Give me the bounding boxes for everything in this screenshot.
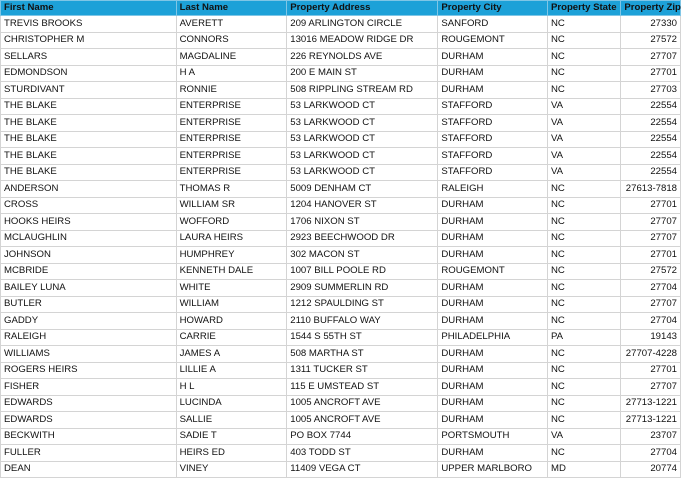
cell-first-name[interactable]: WILLIAMS <box>1 346 177 363</box>
cell-property-city[interactable]: DURHAM <box>438 313 548 330</box>
cell-first-name[interactable]: THE BLAKE <box>1 115 177 132</box>
table-row <box>1 65 681 82</box>
cell-last-name[interactable]: LAURA HEIRS <box>176 230 287 247</box>
cell-property-city[interactable]: DURHAM <box>438 49 548 66</box>
cell-property-state[interactable]: NC <box>547 214 620 231</box>
table-row <box>1 379 681 396</box>
cell-property-city[interactable]: STAFFORD <box>438 148 548 165</box>
table-row <box>1 82 681 99</box>
cell-last-name[interactable]: H L <box>176 379 287 396</box>
cell-property-city[interactable]: DURHAM <box>438 395 548 412</box>
cell-property-zip[interactable]: 27704 <box>621 313 681 330</box>
cell-property-address[interactable]: 508 RIPPLING STREAM RD <box>287 82 438 99</box>
cell-last-name[interactable]: KENNETH DALE <box>176 263 287 280</box>
cell-property-zip[interactable]: 23707 <box>621 428 681 445</box>
header-property-zip[interactable]: Property Zip <box>621 1 681 16</box>
cell-property-state[interactable]: VA <box>547 131 620 148</box>
cell-property-state[interactable]: PA <box>547 329 620 346</box>
cell-last-name[interactable]: SALLIE <box>176 412 287 429</box>
cell-property-state[interactable]: VA <box>547 164 620 181</box>
cell-last-name[interactable]: JAMES A <box>176 346 287 363</box>
table-row <box>1 115 681 132</box>
cell-property-address[interactable]: 53 LARKWOOD CT <box>287 115 438 132</box>
cell-property-city[interactable]: DURHAM <box>438 280 548 297</box>
cell-property-city[interactable]: STAFFORD <box>438 164 548 181</box>
cell-property-state[interactable]: NC <box>547 49 620 66</box>
table-row <box>1 461 681 478</box>
cell-last-name[interactable]: HEIRS ED <box>176 445 287 462</box>
table-row <box>1 181 681 198</box>
cell-first-name[interactable]: MCBRIDE <box>1 263 177 280</box>
cell-property-zip[interactable]: 27613-7818 <box>621 181 681 198</box>
cell-property-zip[interactable]: 27707 <box>621 230 681 247</box>
cell-last-name[interactable]: WILLIAM <box>176 296 287 313</box>
cell-first-name[interactable]: FISHER <box>1 379 177 396</box>
cell-property-state[interactable]: NC <box>547 296 620 313</box>
cell-last-name[interactable]: WOFFORD <box>176 214 287 231</box>
cell-property-address[interactable]: 226 REYNOLDS AVE <box>287 49 438 66</box>
cell-first-name[interactable]: BECKWITH <box>1 428 177 445</box>
table-row <box>1 362 681 379</box>
table-row <box>1 197 681 214</box>
cell-property-zip[interactable]: 27572 <box>621 263 681 280</box>
cell-property-city[interactable]: DURHAM <box>438 230 548 247</box>
table-row <box>1 445 681 462</box>
cell-property-address[interactable]: 1311 TUCKER ST <box>287 362 438 379</box>
table-row <box>1 16 681 33</box>
header-property-city[interactable]: Property City <box>438 1 548 16</box>
table-row <box>1 313 681 330</box>
cell-property-city[interactable]: STAFFORD <box>438 131 548 148</box>
cell-last-name[interactable]: ENTERPRISE <box>176 148 287 165</box>
cell-property-zip[interactable]: 22554 <box>621 131 681 148</box>
cell-property-state[interactable]: NC <box>547 230 620 247</box>
cell-first-name[interactable]: BUTLER <box>1 296 177 313</box>
cell-property-zip[interactable]: 27572 <box>621 32 681 49</box>
cell-property-zip[interactable]: 19143 <box>621 329 681 346</box>
cell-property-address[interactable]: 508 MARTHA ST <box>287 346 438 363</box>
cell-last-name[interactable]: CARRIE <box>176 329 287 346</box>
cell-property-city[interactable]: DURHAM <box>438 197 548 214</box>
header-property-state[interactable]: Property State <box>547 1 620 16</box>
cell-property-city[interactable]: DURHAM <box>438 82 548 99</box>
table-row <box>1 98 681 115</box>
cell-property-address[interactable]: 53 LARKWOOD CT <box>287 164 438 181</box>
cell-property-city[interactable]: STAFFORD <box>438 98 548 115</box>
cell-property-zip[interactable]: 27707 <box>621 49 681 66</box>
header-property-address[interactable]: Property Address <box>287 1 438 16</box>
cell-property-address[interactable]: PO BOX 7744 <box>287 428 438 445</box>
cell-property-address[interactable]: 2923 BEECHWOOD DR <box>287 230 438 247</box>
cell-property-state[interactable]: NC <box>547 247 620 264</box>
cell-last-name[interactable]: THOMAS R <box>176 181 287 198</box>
cell-property-state[interactable]: VA <box>547 428 620 445</box>
cell-property-city[interactable]: DURHAM <box>438 379 548 396</box>
cell-property-zip[interactable]: 22554 <box>621 164 681 181</box>
table-row <box>1 230 681 247</box>
cell-last-name[interactable]: H A <box>176 65 287 82</box>
table-row <box>1 49 681 66</box>
cell-last-name[interactable]: WILLIAM SR <box>176 197 287 214</box>
cell-last-name[interactable]: ENTERPRISE <box>176 115 287 132</box>
cell-property-city[interactable]: DURHAM <box>438 296 548 313</box>
table-row <box>1 263 681 280</box>
cell-first-name[interactable]: THE BLAKE <box>1 164 177 181</box>
table-row <box>1 164 681 181</box>
cell-last-name[interactable]: AVERETT <box>176 16 287 33</box>
cell-property-city[interactable]: ROUGEMONT <box>438 263 548 280</box>
cell-property-address[interactable]: 1005 ANCROFT AVE <box>287 395 438 412</box>
cell-property-state[interactable]: VA <box>547 115 620 132</box>
cell-property-state[interactable]: NC <box>547 82 620 99</box>
cell-property-city[interactable]: DURHAM <box>438 247 548 264</box>
cell-property-address[interactable]: 2909 SUMMERLIN RD <box>287 280 438 297</box>
cell-property-address[interactable]: 1005 ANCROFT AVE <box>287 412 438 429</box>
cell-property-city[interactable]: PORTSMOUTH <box>438 428 548 445</box>
cell-property-address[interactable]: 1706 NIXON ST <box>287 214 438 231</box>
cell-last-name[interactable]: SADIE T <box>176 428 287 445</box>
cell-property-address[interactable]: 53 LARKWOOD CT <box>287 98 438 115</box>
cell-property-city[interactable]: RALEIGH <box>438 181 548 198</box>
cell-first-name[interactable]: DEAN <box>1 461 177 478</box>
cell-property-zip[interactable]: 27701 <box>621 65 681 82</box>
header-row <box>1 1 681 16</box>
table-row <box>1 329 681 346</box>
cell-property-state[interactable]: NC <box>547 313 620 330</box>
cell-property-state[interactable]: NC <box>547 445 620 462</box>
cell-last-name[interactable]: HUMPHREY <box>176 247 287 264</box>
cell-first-name[interactable]: ANDERSON <box>1 181 177 198</box>
cell-property-city[interactable]: PHILADELPHIA <box>438 329 548 346</box>
cell-property-state[interactable]: VA <box>547 98 620 115</box>
cell-property-city[interactable]: ROUGEMONT <box>438 32 548 49</box>
cell-property-state[interactable]: MD <box>547 461 620 478</box>
cell-property-zip[interactable]: 27330 <box>621 16 681 33</box>
cell-property-zip[interactable]: 27703 <box>621 82 681 99</box>
cell-last-name[interactable]: ENTERPRISE <box>176 164 287 181</box>
cell-last-name[interactable]: MAGDALINE <box>176 49 287 66</box>
cell-first-name[interactable]: MCLAUGHLIN <box>1 230 177 247</box>
header-last-name[interactable]: Last Name <box>176 1 287 16</box>
cell-property-zip[interactable]: 27704 <box>621 280 681 297</box>
cell-property-zip[interactable]: 27701 <box>621 247 681 264</box>
cell-property-zip[interactable]: 27713-1221 <box>621 395 681 412</box>
cell-property-city[interactable]: SANFORD <box>438 16 548 33</box>
cell-first-name[interactable]: ROGERS HEIRS <box>1 362 177 379</box>
table-row <box>1 214 681 231</box>
cell-property-city[interactable]: DURHAM <box>438 214 548 231</box>
cell-property-address[interactable]: 209 ARLINGTON CIRCLE <box>287 16 438 33</box>
cell-property-state[interactable]: NC <box>547 412 620 429</box>
cell-property-state[interactable]: NC <box>547 263 620 280</box>
cell-property-state[interactable]: NC <box>547 16 620 33</box>
cell-property-zip[interactable]: 22554 <box>621 115 681 132</box>
cell-first-name[interactable]: STURDIVANT <box>1 82 177 99</box>
cell-last-name[interactable]: HOWARD <box>176 313 287 330</box>
table-row <box>1 395 681 412</box>
table-body <box>1 16 681 478</box>
cell-last-name[interactable]: ENTERPRISE <box>176 98 287 115</box>
cell-property-zip[interactable]: 22554 <box>621 98 681 115</box>
cell-property-zip[interactable]: 27707 <box>621 214 681 231</box>
cell-first-name[interactable]: JOHNSON <box>1 247 177 264</box>
cell-first-name[interactable]: THE BLAKE <box>1 98 177 115</box>
cell-property-address[interactable]: 1204 HANOVER ST <box>287 197 438 214</box>
cell-property-city[interactable]: DURHAM <box>438 362 548 379</box>
cell-property-address[interactable]: 200 E MAIN ST <box>287 65 438 82</box>
cell-property-address[interactable]: 53 LARKWOOD CT <box>287 148 438 165</box>
cell-property-address[interactable]: 5009 DENHAM CT <box>287 181 438 198</box>
cell-property-zip[interactable]: 22554 <box>621 148 681 165</box>
cell-last-name[interactable]: VINEY <box>176 461 287 478</box>
cell-property-zip[interactable]: 20774 <box>621 461 681 478</box>
cell-last-name[interactable]: LUCINDA <box>176 395 287 412</box>
cell-property-city[interactable]: DURHAM <box>438 346 548 363</box>
cell-first-name[interactable]: RALEIGH <box>1 329 177 346</box>
cell-property-state[interactable]: NC <box>547 65 620 82</box>
cell-property-zip[interactable]: 27704 <box>621 445 681 462</box>
cell-property-zip[interactable]: 27701 <box>621 197 681 214</box>
cell-property-city[interactable]: UPPER MARLBORO <box>438 461 548 478</box>
cell-first-name[interactable]: EDWARDS <box>1 412 177 429</box>
cell-last-name[interactable]: ENTERPRISE <box>176 131 287 148</box>
cell-last-name[interactable]: LILLIE A <box>176 362 287 379</box>
cell-property-state[interactable]: NC <box>547 362 620 379</box>
cell-first-name[interactable]: BAILEY LUNA <box>1 280 177 297</box>
cell-property-address[interactable]: 11409 VEGA CT <box>287 461 438 478</box>
cell-first-name[interactable]: THE BLAKE <box>1 148 177 165</box>
cell-first-name[interactable]: HOOKS HEIRS <box>1 214 177 231</box>
cell-property-city[interactable]: DURHAM <box>438 445 548 462</box>
cell-first-name[interactable]: SELLARS <box>1 49 177 66</box>
cell-first-name[interactable]: THE BLAKE <box>1 131 177 148</box>
cell-property-city[interactable]: DURHAM <box>438 65 548 82</box>
cell-property-address[interactable]: 403 TODD ST <box>287 445 438 462</box>
table-row <box>1 148 681 165</box>
header-first-name[interactable]: First Name <box>1 1 177 16</box>
table-row <box>1 346 681 363</box>
cell-property-address[interactable]: 1544 S 55TH ST <box>287 329 438 346</box>
cell-last-name[interactable]: CONNORS <box>176 32 287 49</box>
table-row <box>1 428 681 445</box>
cell-first-name[interactable]: FULLER <box>1 445 177 462</box>
cell-property-zip[interactable]: 27701 <box>621 362 681 379</box>
table-row <box>1 32 681 49</box>
cell-property-state[interactable]: NC <box>547 280 620 297</box>
cell-property-address[interactable]: 2110 BUFFALO WAY <box>287 313 438 330</box>
cell-property-address[interactable]: 115 E UMSTEAD ST <box>287 379 438 396</box>
table-row <box>1 296 681 313</box>
cell-last-name[interactable]: RONNIE <box>176 82 287 99</box>
cell-property-zip[interactable]: 27707 <box>621 379 681 396</box>
cell-property-address[interactable]: 1007 BILL POOLE RD <box>287 263 438 280</box>
cell-first-name[interactable]: CHRISTOPHER M <box>1 32 177 49</box>
table-row <box>1 280 681 297</box>
cell-property-city[interactable]: DURHAM <box>438 412 548 429</box>
cell-property-address[interactable]: 53 LARKWOOD CT <box>287 131 438 148</box>
cell-first-name[interactable]: CROSS <box>1 197 177 214</box>
cell-property-city[interactable]: STAFFORD <box>438 115 548 132</box>
cell-first-name[interactable]: GADDY <box>1 313 177 330</box>
cell-first-name[interactable]: EDWARDS <box>1 395 177 412</box>
cell-property-zip[interactable]: 27707 <box>621 296 681 313</box>
cell-property-zip[interactable]: 27713-1221 <box>621 412 681 429</box>
cell-first-name[interactable]: TREVIS BROOKS <box>1 16 177 33</box>
cell-property-state[interactable]: VA <box>547 148 620 165</box>
cell-property-state[interactable]: NC <box>547 395 620 412</box>
cell-property-address[interactable]: 1212 SPAULDING ST <box>287 296 438 313</box>
cell-last-name[interactable]: WHITE <box>176 280 287 297</box>
cell-property-state[interactable]: NC <box>547 197 620 214</box>
table-row <box>1 412 681 429</box>
cell-first-name[interactable]: EDMONDSON <box>1 65 177 82</box>
cell-property-state[interactable]: NC <box>547 346 620 363</box>
cell-property-address[interactable]: 302 MACON ST <box>287 247 438 264</box>
cell-property-state[interactable]: NC <box>547 32 620 49</box>
table-row <box>1 247 681 264</box>
cell-property-zip[interactable]: 27707-4228 <box>621 346 681 363</box>
cell-property-state[interactable]: NC <box>547 379 620 396</box>
table-row <box>1 131 681 148</box>
cell-property-state[interactable]: NC <box>547 181 620 198</box>
cell-property-address[interactable]: 13016 MEADOW RIDGE DR <box>287 32 438 49</box>
